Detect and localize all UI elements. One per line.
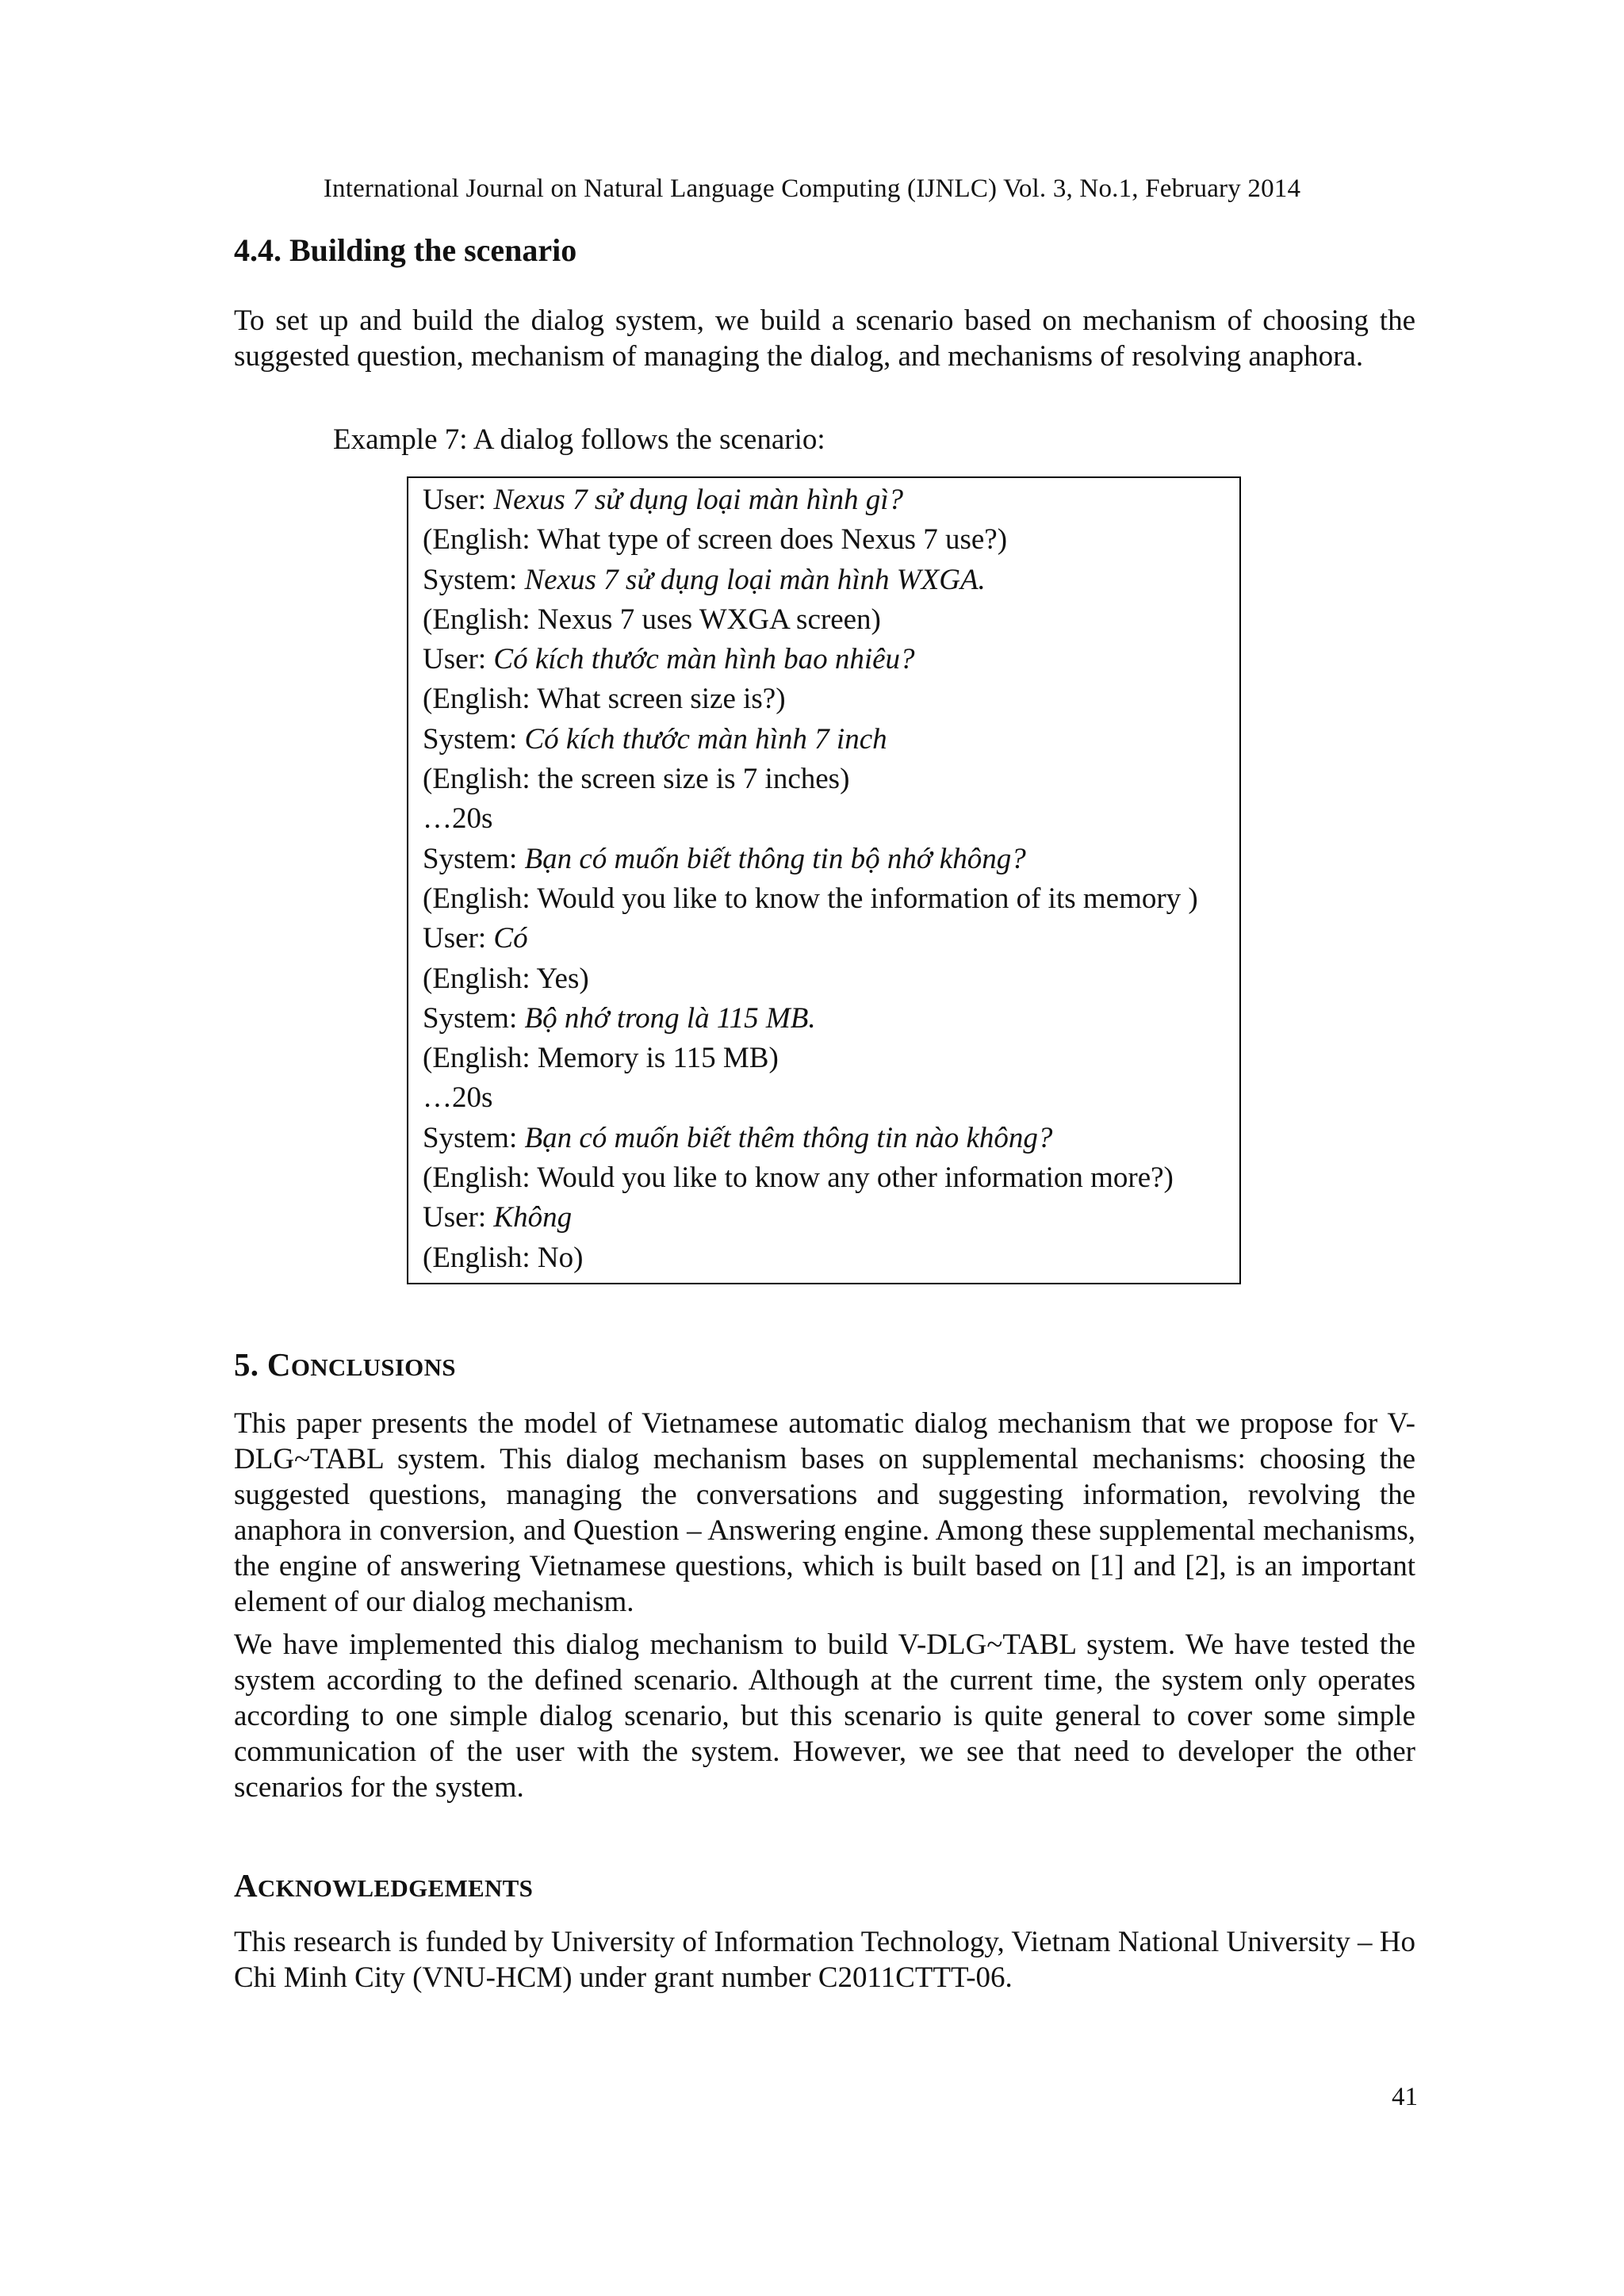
acknowledgements-title: [234, 1866, 533, 1904]
dialog-speaker: User:: [423, 484, 494, 516]
dialog-line: [423, 480, 1239, 520]
dialog-utterance: Nexus 7 sử dụng loại màn hình WXGA.: [524, 563, 986, 596]
dialog-line: [423, 561, 1239, 600]
dialog-line: [423, 1158, 1239, 1198]
dialog-line: [423, 999, 1239, 1039]
dialog-example-box: [407, 476, 1241, 1284]
dialog-line: [423, 1198, 1239, 1238]
journal-header: International Journal on Natural Language Computing (IJNLC) Vol. 3, No.1, February 2014: [323, 174, 1301, 203]
dialog-speaker: System:: [423, 1001, 525, 1035]
dialog-line: [423, 1119, 1239, 1158]
dialog-line: [423, 1078, 1239, 1118]
page-number: 41: [1392, 2083, 1418, 2111]
dialog-translation: (English: What type of screen does Nexus 7 use?): [423, 523, 1008, 557]
conclusions-paragraph-1: This paper presents the model of Vietnamese automatic dialog mechanism that we propose for V-DLG~TABL system. This dialog mechanism bases on supplemental mechanisms: choosing the suggested questions, managing the conversations and suggesting information, revolving the anaphora in conversion, and Question – Answering engine. Among these supplemental mechanisms, the engine of answering Vietnamese questions, which is built based on [1] and [2], is an important element of our dialog mechanism.: [234, 1407, 1415, 1618]
dialog-speaker: System:: [423, 563, 525, 596]
dialog-translation: (English: No): [423, 1241, 584, 1274]
dialog-line: [423, 520, 1239, 560]
dialog-translation: …20s: [423, 1081, 493, 1115]
dialog-utterance: Bộ nhớ trong là 115 MB.: [524, 1001, 816, 1035]
dialog-translation: (English: What screen size is?): [423, 683, 786, 716]
section-4-4-paragraph: To set up and build the dialog system, we build a scenario based on mechanism of choosing the suggested question, mechanism of managing the dialog, and mechanisms of resolving anaphora.: [234, 304, 1415, 373]
dialog-line: [423, 1238, 1239, 1278]
conclusions-title-rest: ONCLUSIONS: [290, 1353, 456, 1381]
dialog-utterance: Bạn có muốn biết thông tin bộ nhớ không?: [524, 842, 1026, 875]
conclusions-number: 5.: [234, 1346, 267, 1383]
dialog-line: [423, 919, 1239, 959]
conclusions-paragraph-2: We have implemented this dialog mechanism to build V-DLG~TABL system. We have tested the system according to the defined scenario. Although at the current time, the system only operates according to one simple dialog scenario, but this scenario is quite general to cover some simple communication of the user with the system. However, we see that need to developer the other scenarios for the system.: [234, 1628, 1415, 1804]
acknowledgements-title-rest: CKNOWLEDGEMENTS: [257, 1874, 534, 1902]
dialog-speaker: User:: [423, 1201, 494, 1234]
dialog-translation: (English: Would you like to know the information of its memory ): [423, 882, 1198, 915]
dialog-translation: (English: Memory is 115 MB): [423, 1042, 779, 1075]
dialog-translation: (English: the screen size is 7 inches): [423, 763, 850, 796]
dialog-line: [423, 760, 1239, 799]
dialog-utterance: Bạn có muốn biết thêm thông tin nào không?: [524, 1121, 1053, 1154]
dialog-utterance: Có kích thước màn hình 7 inch: [524, 722, 887, 756]
dialog-translation: (English: Would you like to know any other information more?): [423, 1161, 1174, 1195]
conclusions-title-initial: C: [266, 1346, 291, 1383]
dialog-line: [423, 1039, 1239, 1078]
dialog-line: [423, 799, 1239, 839]
acknowledgements-title-initial: A: [234, 1867, 258, 1904]
dialog-speaker: User:: [423, 922, 494, 955]
dialog-speaker: System:: [423, 722, 525, 756]
dialog-speaker: System:: [423, 842, 525, 875]
dialog-line: [423, 879, 1239, 919]
dialog-line: [423, 959, 1239, 999]
dialog-utterance: Nexus 7 sử dụng loại màn hình gì?: [493, 484, 903, 516]
dialog-translation: (English: Nexus 7 uses WXGA screen): [423, 603, 881, 636]
dialog-line: [423, 679, 1239, 719]
dialog-translation: (English: Yes): [423, 962, 589, 995]
dialog-speaker: System:: [423, 1121, 525, 1154]
dialog-speaker: User:: [423, 643, 494, 676]
dialog-utterance: Có kích thước màn hình bao nhiêu?: [493, 643, 915, 676]
dialog-line: [423, 640, 1239, 679]
dialog-line: [423, 600, 1239, 640]
conclusions-title: [234, 1345, 456, 1383]
section-4-4-title: 4.4. Building the scenario: [234, 232, 577, 268]
example-caption: Example 7: A dialog follows the scenario:: [333, 423, 825, 456]
dialog-translation: …20s: [423, 802, 493, 836]
dialog-line: [423, 840, 1239, 879]
dialog-utterance: Có: [493, 922, 528, 955]
dialog-utterance: Không: [493, 1201, 573, 1234]
acknowledgements-paragraph: This research is funded by University of Information Technology, Vietnam National University – Ho Chi Minh City (VNU-HCM) under grant number C2011CTTT-06.: [234, 1926, 1415, 1994]
dialog-line: [423, 720, 1239, 760]
